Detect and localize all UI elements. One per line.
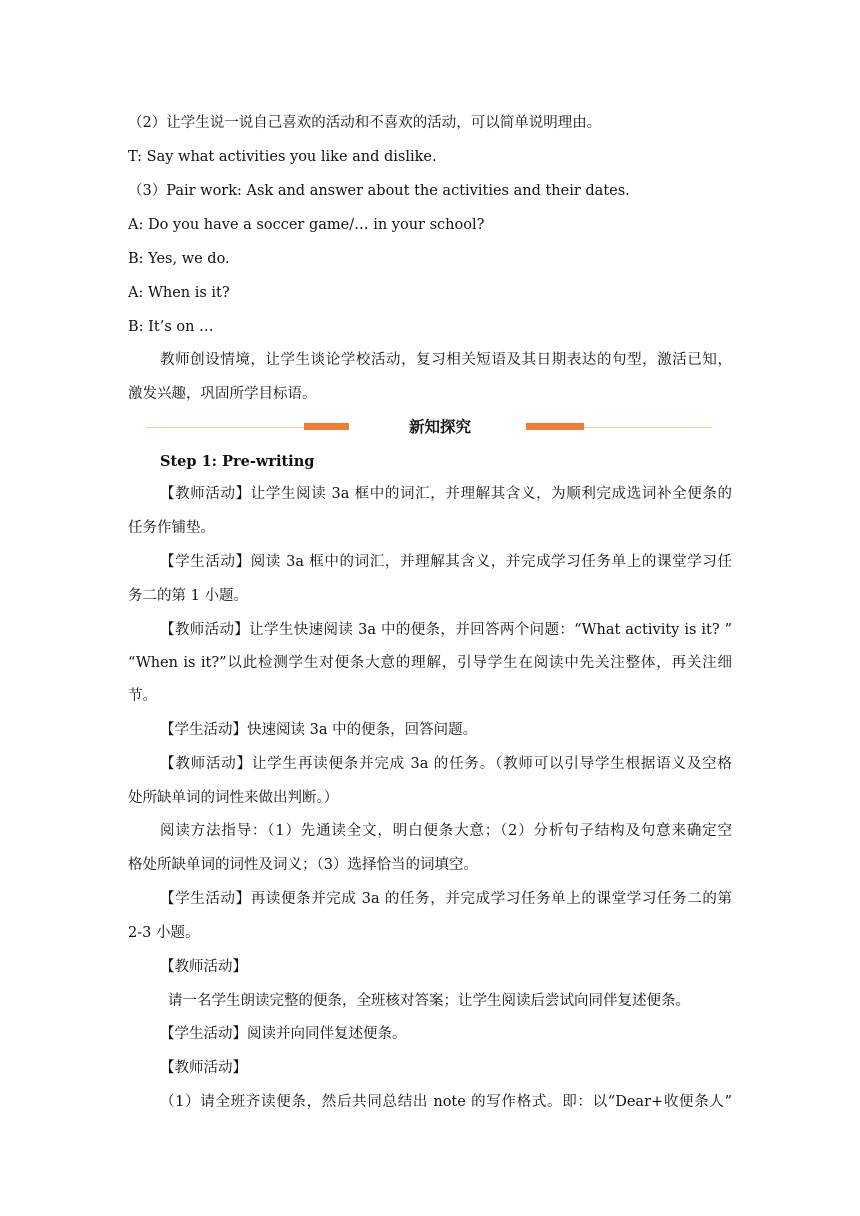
body-line: 【教师活动】让学生快速阅读 3a 中的便条，并回答两个问题：“What activity is it? ” bbox=[160, 622, 732, 638]
section-title: 新知探究 bbox=[408, 418, 471, 436]
body-line: 【教师活动】让学生阅读 3a 框中的词汇，并理解其含义，为顺利完成选词补全便条的 bbox=[160, 486, 732, 502]
body-line: 【学生活动】再读便条并完成 3a 的任务，并完成学习任务单上的课堂学习任务二的第 bbox=[160, 891, 732, 907]
body-line: “When is it?”以此检测学生对便条大意的理解，引导学生在阅读中先关注整体，再关注细 bbox=[128, 655, 732, 671]
divider-accent-right bbox=[526, 423, 584, 430]
body-line: 格处所缺单词的词性及词义；（3）选择恰当的词填空。 bbox=[128, 857, 478, 873]
body-line: 阅读方法指导：（1）先通读全文，明白便条大意；（2）分析句子结构及句意来确定空 bbox=[160, 823, 732, 839]
body-line: 节。 bbox=[128, 688, 157, 704]
body-line: 务二的第 1 小题。 bbox=[128, 588, 248, 604]
body-line: （3）Pair work: Ask and answer about the activities and their dates. bbox=[128, 183, 630, 199]
divider-accent-left bbox=[304, 423, 349, 430]
body-line: 任务作铺垫。 bbox=[128, 520, 215, 536]
step-heading: Step 1: Pre-writing bbox=[160, 453, 315, 470]
body-line: 【学生活动】阅读 3a 框中的词汇，并理解其含义，并完成学习任务单上的课堂学习任 bbox=[160, 554, 732, 570]
body-line: （2）让学生说一说自己喜欢的活动和不喜欢的活动，可以简单说明理由。 bbox=[128, 115, 602, 131]
body-line: 激发兴趣，巩固所学目标语。 bbox=[128, 386, 317, 402]
body-line: 处所缺单词的词性来做出判断。） bbox=[128, 790, 339, 806]
divider-rule-left bbox=[146, 427, 304, 428]
body-line: 2-3 小题。 bbox=[128, 925, 200, 941]
section-divider bbox=[0, 416, 860, 440]
body-line: B: It’s on … bbox=[128, 319, 214, 335]
body-line: 【教师活动】 bbox=[160, 959, 247, 975]
body-line: A: Do you have a soccer game/… in your school? bbox=[128, 217, 485, 233]
divider-rule-right bbox=[584, 427, 712, 428]
body-line: B: Yes, we do. bbox=[128, 251, 230, 267]
body-line: 教师创设情境，让学生谈论学校活动，复习相关短语及其日期表达的句型，激活已知， bbox=[160, 352, 732, 368]
body-line: 【学生活动】快速阅读 3a 中的便条，回答问题。 bbox=[160, 722, 478, 738]
body-line: 【教师活动】让学生再读便条并完成 3a 的任务。（教师可以引导学生根据语义及空格 bbox=[160, 756, 732, 772]
body-line: 【教师活动】 bbox=[160, 1060, 247, 1076]
body-line: 请一名学生朗读完整的便条，全班核对答案；让学生阅读后尝试向同伴复述便条。 bbox=[168, 993, 690, 1009]
body-line: T: Say what activities you like and dislike. bbox=[128, 149, 437, 165]
body-line: A: When is it? bbox=[128, 285, 230, 301]
body-line: 【学生活动】阅读并向同伴复述便条。 bbox=[160, 1026, 407, 1042]
body-line: （1）请全班齐读便条，然后共同总结出 note 的写作格式。即：以“Dear+收便条人” bbox=[160, 1094, 732, 1110]
